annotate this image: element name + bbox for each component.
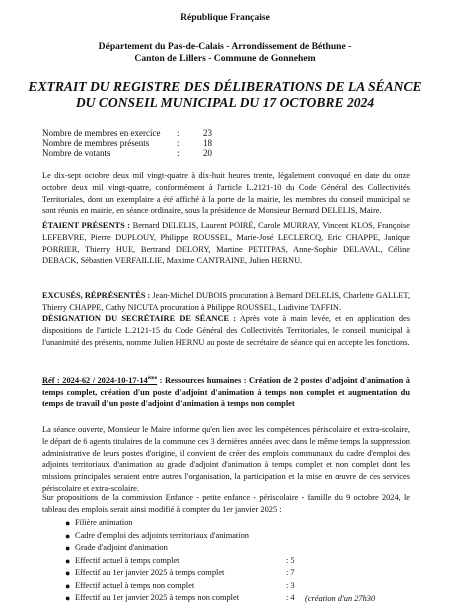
- deliberation-paragraph-1: La séance ouverte, Monsieur le Maire informe qu'en lien avec les compétences périscolaire et extra-scolaire, le départ de 6 agents titulaires de la commune ces 3 dernières années avec dans le même temps la suppression administrative de leurs postes d'origine, il convient de créer des emplois communaux du cadre d'emploi des adjoints territoriaux d'animation au grade d'adjoint d'animation à temps complet et non complet dont les missions principales seraient entre autres l'organisation, la participation et la mise en œuvre de ces services périscolaire et extra-scolaire.: [42, 425, 410, 493]
- present-label: ÉTAIENT PRÉSENTS :: [42, 221, 131, 230]
- stat-value: 23: [203, 128, 212, 138]
- present-names: Bernard DELELIS, Laurent POIRÉ, Carole MURRAY, Vincent KLOS, Françoise LEFEBVRE, Pierre DUPLOUY, Philippe ROUSSEL, Marie-José LECLERCQ, Eric CHAPPE, Janique PORRIER, Thierry HUE, Bertrand DELORY, Martine PETITPAS, Anne-Sophie DELAVAL, Céline DEBACK, Sébastien VERFAILLIE, Maxime CANTRAINE, Julien HERNU.: [42, 221, 410, 266]
- stat-colon: :: [177, 138, 180, 148]
- list-item-text: Grade d'adjoint d'animation: [75, 543, 168, 552]
- list-item-text: Cadre d'emploi des adjoints territoriaux d'animation: [75, 530, 249, 540]
- document-title-line-2: DU CONSEIL MUNICIPAL DU 17 OCTOBRE 2024: [75, 95, 375, 110]
- reference-superscript: ème: [147, 375, 158, 381]
- list-item-text: Filière animation: [75, 518, 133, 527]
- list-item: [65, 592, 335, 605]
- list-item-value: : 4: [286, 593, 295, 602]
- bullet-icon: ●: [65, 568, 71, 578]
- list-item: [65, 555, 335, 568]
- excused-names: Jean-Michel DUBOIS procuration à Bernard DELELIS, Charlette GALLET, Thierry CHAPPE, Cathy NICUTA procuration à Philippe ROUSSEL, Ludivine TAFFIN.: [42, 291, 410, 312]
- employment-table-list: [65, 517, 335, 605]
- present-paragraph: [42, 220, 410, 267]
- list-item-text: Effectif actuel à temps complet: [75, 555, 180, 565]
- secretary-paragraph: [42, 313, 410, 348]
- secretary-label: DÉSIGNATION DU SECRÉTAIRE DE SÉANCE :: [42, 314, 237, 323]
- commune-line: Canton de Lillers - Commune de Gonnehem: [134, 53, 316, 64]
- creation-note: (création d'un 27h30: [305, 594, 376, 603]
- list-item-value: : 7: [286, 568, 295, 577]
- deliberation-paragraph-2: Sur propositions de la commission Enfance - petite enfance - périscolaire - famille du 9 octobre 2024, le tableau des emplois serait ainsi modifié à compter du 1er janvier 2025 :: [42, 493, 410, 514]
- list-item-text: Effectif au 1er janvier 2025 à temps complet: [75, 568, 225, 577]
- list-item: [65, 517, 335, 530]
- list-item: [65, 580, 335, 593]
- document-title-line-1: EXTRAIT DU REGISTRE DES DÉLIBERATIONS DE LA SÉANCE: [28, 79, 422, 94]
- bullet-icon: ●: [65, 555, 71, 566]
- list-item: [65, 530, 335, 543]
- reference-subject: Création de 2 postes d'adjoint d'animation à temps complet, création d'un poste d'adjoint d'animation à temps non complet et augmentation du temps de travail d'un poste d'adjoint d'animation à temps non complet: [42, 375, 410, 409]
- stat-colon: :: [177, 148, 180, 158]
- republic-header: République Française: [180, 12, 270, 23]
- excused-label: EXCUSÉS, RÉPRÉSENTÉS :: [42, 291, 151, 300]
- secretary-text: Après vote à main levée, et en application des dispositions de l'article L.2121-15 du Code Général des Collectivités Territoriales, le conseil municipal à l'unanimité des présents, nomme Julien HERNU au poste de secrétaire de séance qui en accepte les fonctions.: [42, 314, 410, 347]
- list-item-text: Effectif au 1er janvier 2025 à temps non complet: [75, 593, 240, 602]
- list-item-value: : 3: [286, 580, 295, 590]
- list-item: [65, 542, 335, 555]
- stat-label: Nombre de votants: [42, 148, 111, 158]
- excused-paragraph: [42, 290, 410, 314]
- stat-label: Nombre de membres présents: [42, 138, 150, 148]
- bullet-icon: ●: [65, 543, 71, 553]
- list-item-text: Effectif actuel à temps non complet: [75, 580, 195, 590]
- stat-colon: :: [177, 128, 180, 138]
- stat-value: 18: [203, 138, 212, 148]
- bullet-icon: ●: [65, 518, 71, 528]
- stat-label: Nombre de membres en exercice: [42, 128, 161, 138]
- bullet-icon: ●: [65, 530, 71, 541]
- bullet-icon: ●: [65, 580, 71, 591]
- list-item-value: : 5: [286, 555, 295, 565]
- reference-text: Réf : 2024-62 / 2024-10-17-14: [42, 375, 148, 385]
- bullet-icon: ●: [65, 593, 71, 603]
- reference-domain: : Ressources humaines :: [157, 375, 249, 385]
- reference-number: [42, 376, 157, 385]
- deliberation-reference: [42, 373, 410, 410]
- intro-paragraph: Le dix-sept octobre deux mil vingt-quatre à dix-huit heures trente, légalement convoqué en date du onze octobre deux mil vingt-quatre, conformément à l'article L.2121-10 du Code Général des Collectivités Territoriales, dont un exemplaire a été affiché à la porte de la mairie, les membres du conseil municipal se sont réunis en mairie, en séance ordinaire, sous la présidence de Monsieur Bernard DELELIS, Maire.: [42, 171, 410, 216]
- list-item: [65, 567, 335, 580]
- department-line: Département du Pas-de-Calais - Arrondissement de Béthune -: [98, 41, 352, 52]
- stat-value: 20: [203, 148, 212, 158]
